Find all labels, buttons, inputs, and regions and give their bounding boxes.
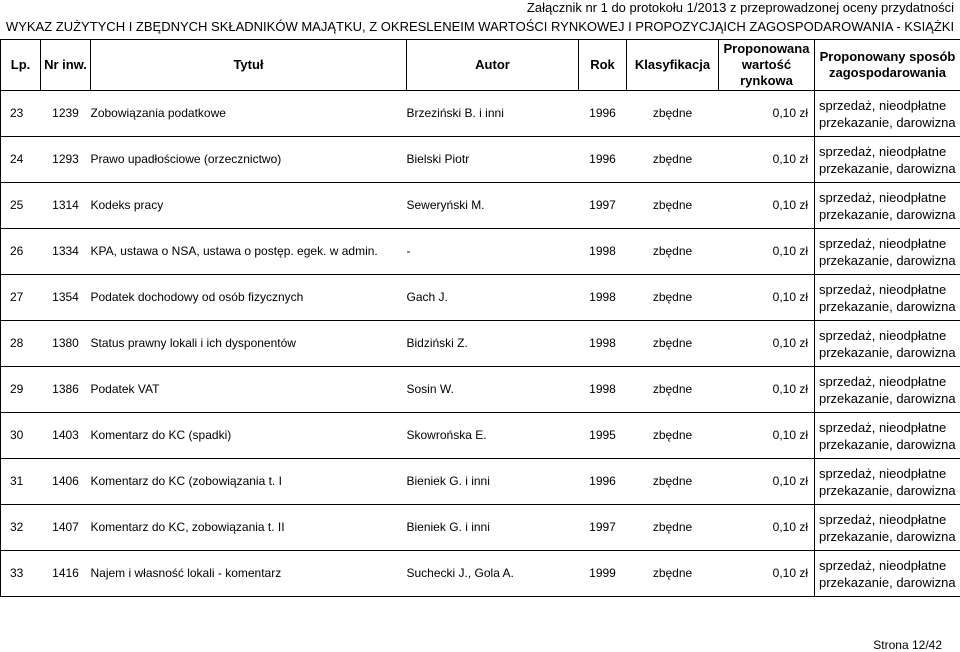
- cell-lp: 25: [1, 183, 41, 229]
- col-header-autor: Autor: [407, 40, 579, 91]
- cell-lp: 26: [1, 229, 41, 275]
- cell-nr: 1354: [41, 275, 91, 321]
- cell-tytul: Kodeks pracy: [91, 183, 407, 229]
- cell-autor: Bieniek G. i inni: [407, 459, 579, 505]
- cell-klasyfikacja: zbędne: [627, 275, 719, 321]
- cell-lp: 23: [1, 91, 41, 137]
- col-header-tytul: Tytuł: [91, 40, 407, 91]
- cell-lp: 24: [1, 137, 41, 183]
- cell-wartosc: 0,10 zł: [719, 183, 815, 229]
- cell-nr: 1380: [41, 321, 91, 367]
- cell-sposob: sprzedaż, nieodpłatne przekazanie, darowizna: [815, 137, 960, 183]
- cell-klasyfikacja: zbędne: [627, 321, 719, 367]
- cell-nr: 1416: [41, 551, 91, 597]
- cell-rok: 1996: [579, 91, 627, 137]
- cell-wartosc: 0,10 zł: [719, 505, 815, 551]
- table-row: [1, 367, 960, 413]
- cell-autor: Sosin W.: [407, 367, 579, 413]
- document-title: WYKAZ ZUŻYTYCH I ZBĘDNYCH SKŁADNIKÓW MAJĄTKU, Z OKRESLENEIM WARTOŚCI RYNKOWEJ I PROPOZYCJĄICH ZAGOSPODAROWANIA - KSIĄŻKI: [5, 19, 955, 34]
- cell-lp: 31: [1, 459, 41, 505]
- table-row: [1, 459, 960, 505]
- cell-wartosc: 0,10 zł: [719, 137, 815, 183]
- table-row: [1, 183, 960, 229]
- cell-sposob: sprzedaż, nieodpłatne przekazanie, darowizna: [815, 459, 960, 505]
- cell-nr: 1407: [41, 505, 91, 551]
- cell-autor: Skowrońska E.: [407, 413, 579, 459]
- cell-wartosc: 0,10 zł: [719, 91, 815, 137]
- cell-tytul: Najem i własność lokali - komentarz: [91, 551, 407, 597]
- table-row: [1, 275, 960, 321]
- cell-lp: 28: [1, 321, 41, 367]
- cell-sposob: sprzedaż, nieodpłatne przekazanie, darowizna: [815, 91, 960, 137]
- page-number: Strona 12/42: [873, 638, 942, 652]
- cell-klasyfikacja: zbędne: [627, 505, 719, 551]
- cell-sposob: sprzedaż, nieodpłatne przekazanie, darowizna: [815, 321, 960, 367]
- cell-tytul: Komentarz do KC, zobowiązania t. II: [91, 505, 407, 551]
- cell-autor: Seweryński M.: [407, 183, 579, 229]
- table-row: [1, 413, 960, 459]
- col-header-lp: Lp.: [1, 40, 41, 91]
- cell-nr: 1334: [41, 229, 91, 275]
- col-header-sposob: Proponowany sposób zagospodarowania: [815, 40, 960, 91]
- cell-sposob: sprzedaż, nieodpłatne przekazanie, darowizna: [815, 229, 960, 275]
- cell-rok: 1999: [579, 551, 627, 597]
- cell-nr: 1406: [41, 459, 91, 505]
- cell-sposob: sprzedaż, nieodpłatne przekazanie, darowizna: [815, 275, 960, 321]
- cell-rok: 1996: [579, 459, 627, 505]
- cell-wartosc: 0,10 zł: [719, 229, 815, 275]
- cell-tytul: KPA, ustawa o NSA, ustawa o postęp. egek. w admin.: [91, 229, 407, 275]
- cell-rok: 1996: [579, 137, 627, 183]
- cell-nr: 1386: [41, 367, 91, 413]
- cell-klasyfikacja: zbędne: [627, 137, 719, 183]
- table-row: [1, 229, 960, 275]
- cell-klasyfikacja: zbędne: [627, 413, 719, 459]
- table-row: [1, 505, 960, 551]
- cell-autor: Bielski Piotr: [407, 137, 579, 183]
- annex-note: Załącznik nr 1 do protokołu 1/2013 z przeprowadzonej oceny przydatności: [526, 0, 954, 15]
- cell-rok: 1997: [579, 183, 627, 229]
- cell-rok: 1998: [579, 275, 627, 321]
- cell-autor: Gach J.: [407, 275, 579, 321]
- cell-klasyfikacja: zbędne: [627, 91, 719, 137]
- cell-klasyfikacja: zbędne: [627, 459, 719, 505]
- col-header-rok: Rok: [579, 40, 627, 91]
- cell-autor: Bieniek G. i inni: [407, 505, 579, 551]
- cell-tytul: Status prawny lokali i ich dysponentów: [91, 321, 407, 367]
- cell-wartosc: 0,10 zł: [719, 459, 815, 505]
- inventory-table: [0, 39, 960, 597]
- cell-tytul: Komentarz do KC (spadki): [91, 413, 407, 459]
- cell-tytul: Komentarz do KC (zobowiązania t. I: [91, 459, 407, 505]
- cell-klasyfikacja: zbędne: [627, 367, 719, 413]
- cell-sposob: sprzedaż, nieodpłatne przekazanie, darowizna: [815, 505, 960, 551]
- table-row: [1, 91, 960, 137]
- cell-sposob: sprzedaż, nieodpłatne przekazanie, darowizna: [815, 183, 960, 229]
- cell-sposob: sprzedaż, nieodpłatne przekazanie, darowizna: [815, 413, 960, 459]
- cell-lp: 33: [1, 551, 41, 597]
- cell-lp: 29: [1, 367, 41, 413]
- cell-wartosc: 0,10 zł: [719, 321, 815, 367]
- cell-tytul: Podatek dochodowy od osób fizycznych: [91, 275, 407, 321]
- cell-lp: 27: [1, 275, 41, 321]
- cell-klasyfikacja: zbędne: [627, 551, 719, 597]
- table-row: [1, 137, 960, 183]
- table-row: [1, 551, 960, 597]
- cell-tytul: Zobowiązania podatkowe: [91, 91, 407, 137]
- col-header-nr: Nr inw.: [41, 40, 91, 91]
- cell-nr: 1239: [41, 91, 91, 137]
- cell-nr: 1314: [41, 183, 91, 229]
- cell-wartosc: 0,10 zł: [719, 413, 815, 459]
- cell-lp: 30: [1, 413, 41, 459]
- cell-rok: 1998: [579, 321, 627, 367]
- cell-tytul: Podatek VAT: [91, 367, 407, 413]
- cell-wartosc: 0,10 zł: [719, 367, 815, 413]
- cell-rok: 1995: [579, 413, 627, 459]
- cell-klasyfikacja: zbędne: [627, 183, 719, 229]
- cell-nr: 1293: [41, 137, 91, 183]
- table-header-row: [1, 40, 960, 91]
- cell-autor: -: [407, 229, 579, 275]
- cell-sposob: sprzedaż, nieodpłatne przekazanie, darowizna: [815, 551, 960, 597]
- table-row: [1, 321, 960, 367]
- cell-autor: Brzeziński B. i inni: [407, 91, 579, 137]
- cell-sposob: sprzedaż, nieodpłatne przekazanie, darowizna: [815, 367, 960, 413]
- cell-autor: Suchecki J., Gola A.: [407, 551, 579, 597]
- cell-rok: 1998: [579, 229, 627, 275]
- cell-autor: Bidziński Z.: [407, 321, 579, 367]
- cell-nr: 1403: [41, 413, 91, 459]
- cell-lp: 32: [1, 505, 41, 551]
- cell-wartosc: 0,10 zł: [719, 551, 815, 597]
- cell-rok: 1997: [579, 505, 627, 551]
- cell-klasyfikacja: zbędne: [627, 229, 719, 275]
- cell-tytul: Prawo upadłościowe (orzecznictwo): [91, 137, 407, 183]
- cell-wartosc: 0,10 zł: [719, 275, 815, 321]
- cell-rok: 1998: [579, 367, 627, 413]
- col-header-wartosc: Proponowana wartość rynkowa: [719, 40, 815, 91]
- col-header-klasyfikacja: Klasyfikacja: [627, 40, 719, 91]
